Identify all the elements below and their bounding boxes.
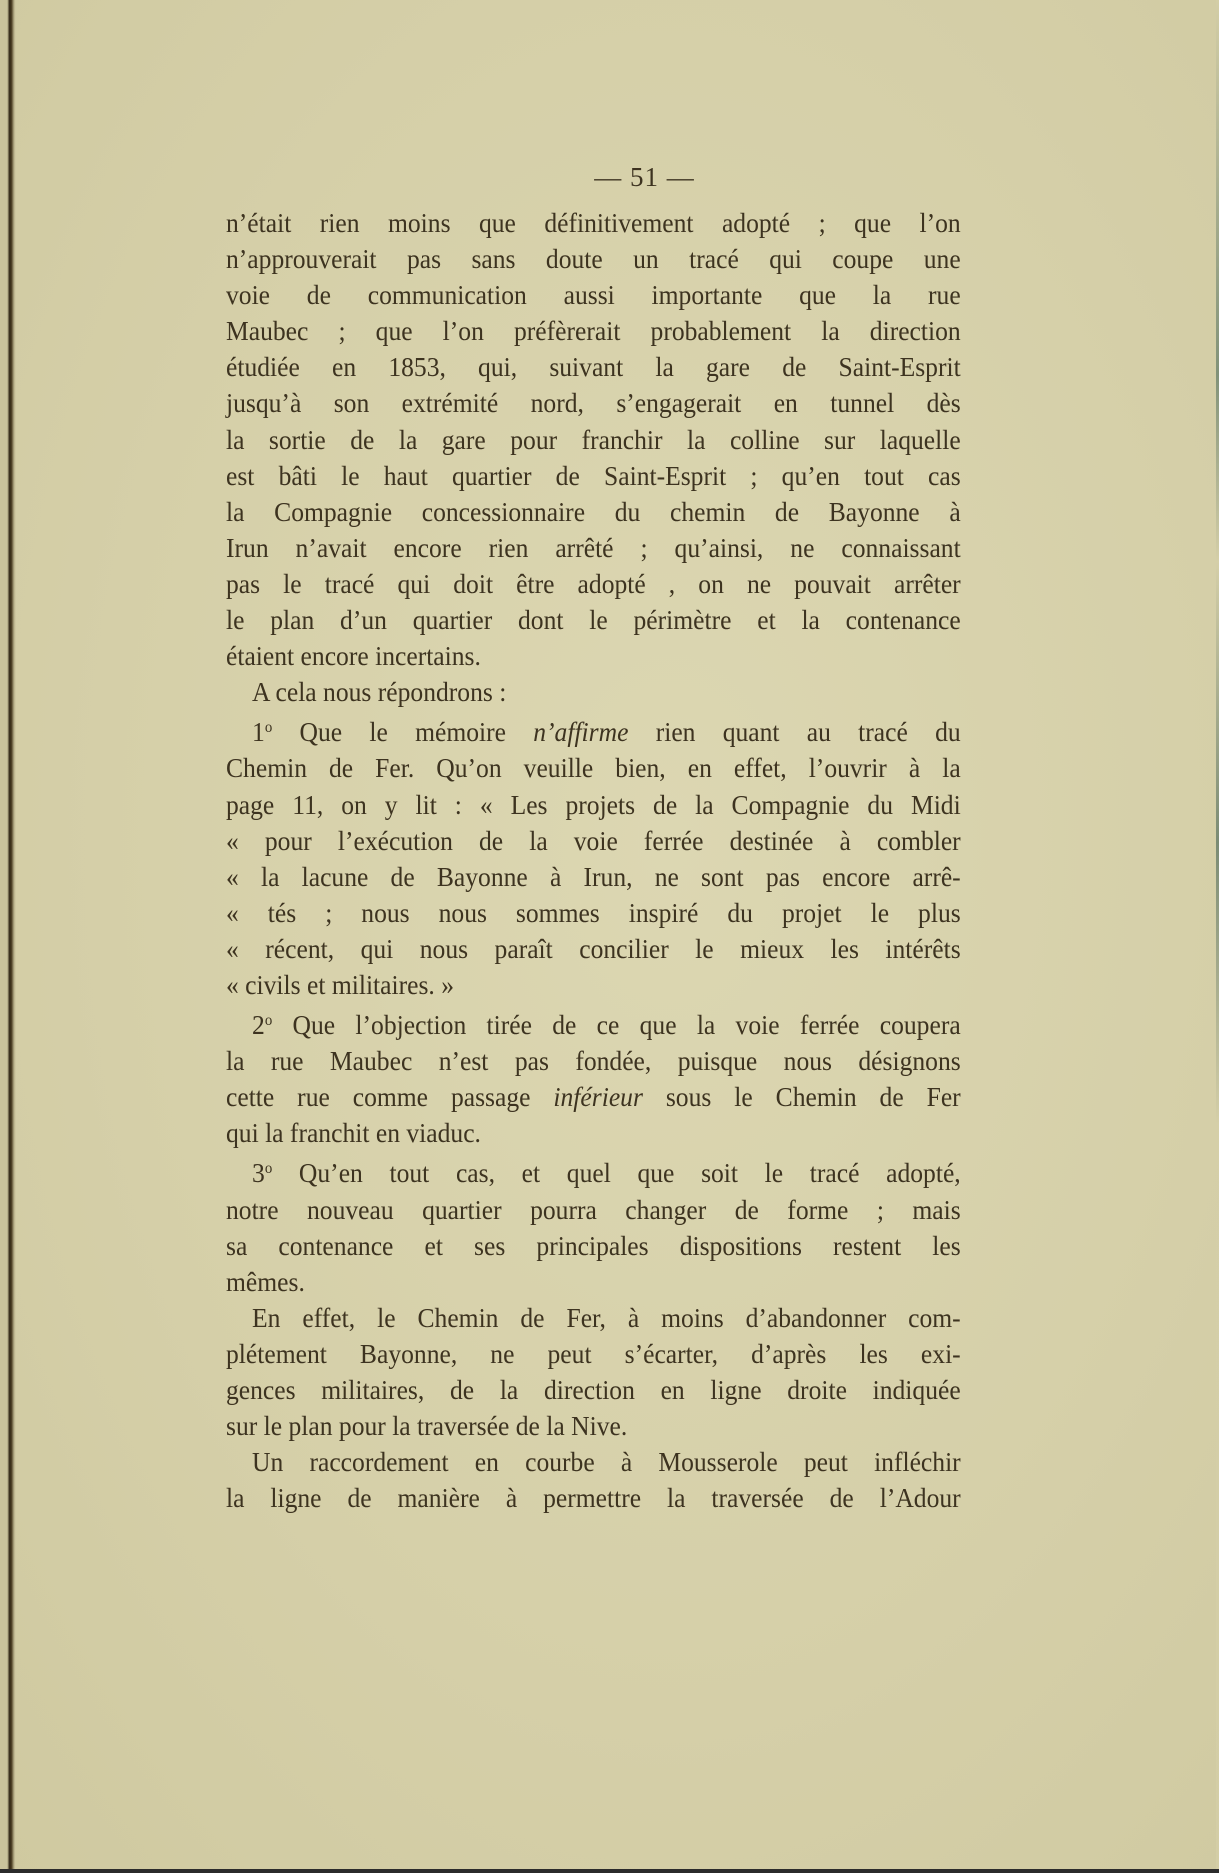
point-1-number: 1	[252, 716, 265, 748]
text-line: étudiée en 1853, qui, suivant la gare de Saint-Esprit	[226, 351, 961, 383]
text-line: pas le tracé qui doit être adopté , on ne pouvait arrêter	[226, 567, 961, 599]
text-line: la sortie de la gare pour franchir la colline sur laquelle	[226, 423, 961, 455]
point-3-line	[226, 1151, 961, 1191]
text-line: sa contenance et ses principales dispositions restent les	[226, 1229, 961, 1261]
text-line: le plan d’un quartier dont le périmètre et la contenance	[226, 604, 961, 636]
italic-emphasis: n’affirme	[533, 716, 629, 748]
text-line: jusqu’à son extrémité nord, s’engagerait en tunnel dès	[226, 387, 961, 419]
text-line: En effet, le Chemin de Fer, à moins d’abandonner com-	[252, 1301, 961, 1333]
text-fragment: Qu’en tout cas, et quel que soit le tracé adopté,	[272, 1157, 961, 1189]
text-line: qui la franchit en viaduc.	[226, 1117, 481, 1149]
quote-line: « récent, qui nous paraît concilier le mieux les intérêts	[226, 932, 961, 964]
text-line: la ligne de manière à permettre la traversée de l’Adour	[226, 1482, 961, 1514]
text-line: notre nouveau quartier pourra changer de forme ; mais	[226, 1193, 961, 1225]
text-line: la Compagnie concessionnaire du chemin de Bayonne à	[226, 495, 961, 527]
text-line: plétement Bayonne, ne peut s’écarter, d’après les exi-	[226, 1337, 961, 1369]
quote-line: « pour l’exécution de la voie ferrée destinée à combler	[226, 824, 961, 856]
text-line: A cela nous répondrons :	[252, 676, 507, 708]
text-line: voie de communication aussi importante que la rue	[226, 279, 961, 311]
page-number: — 51 —	[594, 162, 695, 192]
text-line: page 11, on y lit : « Les projets de la Compagnie du Midi	[226, 788, 961, 820]
quote-line: « tés ; nous nous sommes inspiré du projet le plus	[226, 896, 961, 928]
text-fragment: cette rue comme passage	[226, 1081, 554, 1113]
text-fragment: sous le Chemin de Fer	[642, 1081, 961, 1113]
text-line: n’approuverait pas sans doute un tracé qui coupe une	[226, 243, 961, 275]
ordinal-mark: o	[264, 1012, 273, 1030]
text-line: Un raccordement en courbe à Mousserole peut infléchir	[252, 1446, 961, 1478]
text-line: Chemin de Fer. Qu’on veuille bien, en effet, l’ouvrir à la	[226, 752, 961, 784]
point-2-number: 2	[252, 1009, 265, 1041]
point-3-number: 3	[252, 1157, 265, 1189]
text-line: n’était rien moins que définitivement adopté ; que l’on	[226, 207, 961, 238]
text-line: Maubec ; que l’on préfèrerait probablement la direction	[226, 315, 961, 347]
ordinal-mark: o	[264, 719, 273, 737]
ordinal-mark: o	[264, 1160, 273, 1178]
body-text	[226, 205, 961, 1516]
text-line	[226, 1079, 961, 1115]
text-line: mêmes.	[226, 1265, 305, 1297]
text-line: étaient encore incertains.	[226, 640, 481, 672]
text-line: la rue Maubec n’est pas fondée, puisque nous désignons	[226, 1045, 961, 1077]
text-line: gences militaires, de la direction en ligne droite indiquée	[226, 1374, 961, 1405]
quote-line: « civils et militaires. »	[226, 968, 455, 1000]
text-line: sur le plan pour la traversée de la Nive.	[226, 1410, 628, 1442]
text-fragment: Que le mémoire	[272, 716, 534, 748]
text-fragment: Que l’objection tirée de ce que la voie ferrée coupera	[272, 1009, 961, 1041]
text-fragment: rien quant au tracé du	[628, 716, 961, 748]
page-edge-bottom	[0, 1869, 1219, 1873]
quote-line: « la lacune de Bayonne à Irun, ne sont pas encore arrê-	[226, 860, 961, 892]
text-line: Irun n’avait encore rien arrêté ; qu’ainsi, ne connaissant	[226, 531, 961, 563]
point-2-line	[226, 1003, 961, 1043]
italic-emphasis: inférieur	[553, 1081, 643, 1113]
binding-edge	[0, 0, 16, 1873]
point-1-line	[226, 710, 961, 750]
text-line: est bâti le haut quartier de Saint-Esprit ; qu’en tout cas	[226, 459, 961, 491]
